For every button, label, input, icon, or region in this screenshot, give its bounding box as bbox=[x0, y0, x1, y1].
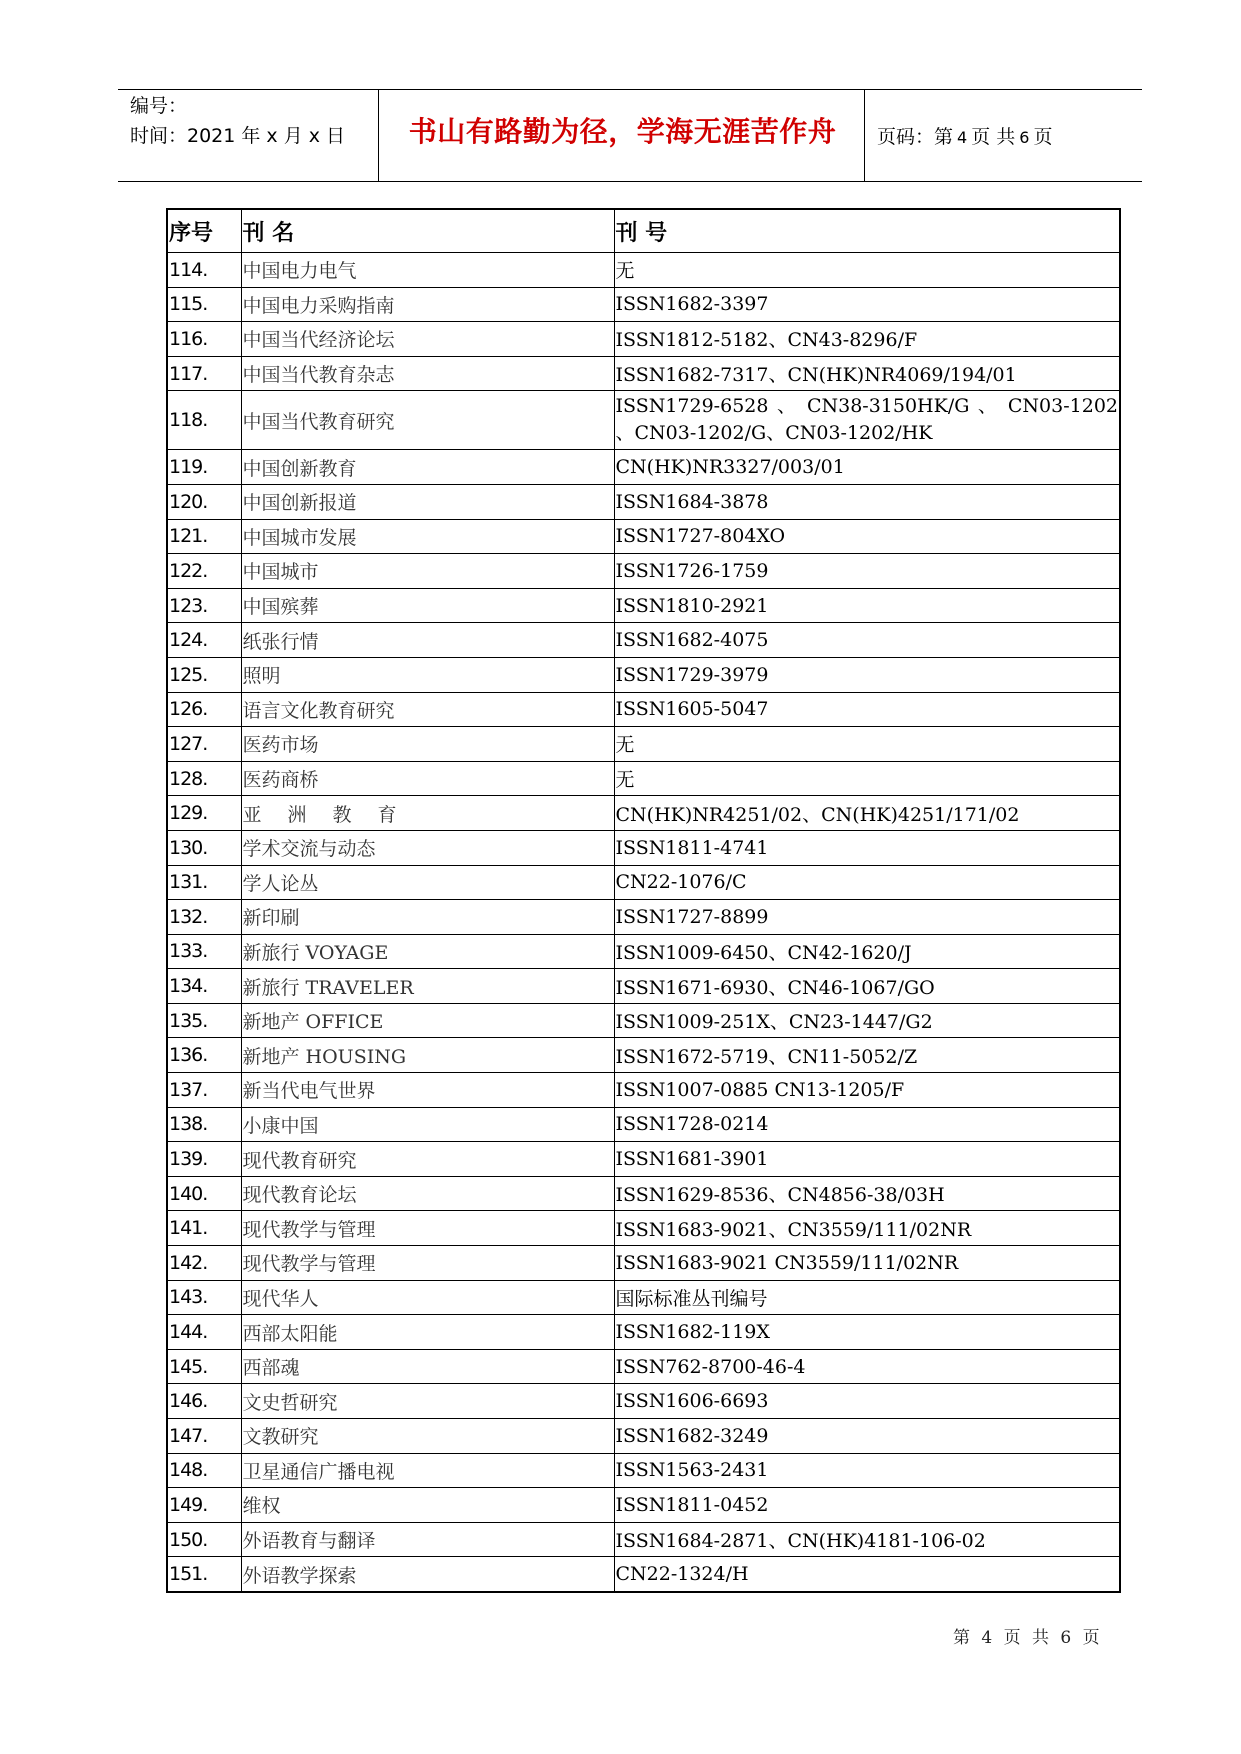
journal-code: ISSN1682-4075 bbox=[614, 623, 1120, 658]
row-number: 130. bbox=[167, 830, 241, 865]
table-row bbox=[167, 588, 1120, 623]
row-number: 135. bbox=[167, 1003, 241, 1038]
journal-code: ISSN1729-6528 、 CN38-3150HK/G 、 CN03-1202 、CN03-1202/G、CN03-1202/HK bbox=[614, 391, 1120, 450]
table-row bbox=[167, 484, 1120, 519]
row-number: 123. bbox=[167, 588, 241, 623]
journal-name: 中国当代教育研究 bbox=[241, 391, 614, 450]
journal-name: 学术交流与动态 bbox=[241, 830, 614, 865]
row-number: 144. bbox=[167, 1315, 241, 1350]
journal-code: ISSN762-8700-46-4 bbox=[614, 1349, 1120, 1384]
row-number: 121. bbox=[167, 519, 241, 554]
row-number: 150. bbox=[167, 1522, 241, 1557]
header-top-rule bbox=[118, 89, 1142, 90]
journal-code: ISSN1728-0214 bbox=[614, 1107, 1120, 1142]
journal-name: 新印刷 bbox=[241, 900, 614, 935]
table-row bbox=[167, 657, 1120, 692]
journal-code: ISSN1727-8899 bbox=[614, 900, 1120, 935]
page-suffix: 页 bbox=[1033, 126, 1053, 148]
journal-code: CN22-1324/H bbox=[614, 1557, 1120, 1592]
row-number: 143. bbox=[167, 1280, 241, 1315]
table-row bbox=[167, 865, 1120, 900]
journal-name: 中国创新教育 bbox=[241, 450, 614, 485]
journal-code: ISSN1671-6930、CN46-1067/GO bbox=[614, 969, 1120, 1004]
row-number: 147. bbox=[167, 1419, 241, 1454]
journal-code: ISSN1682-119X bbox=[614, 1315, 1120, 1350]
journal-name: 现代教学与管理 bbox=[241, 1246, 614, 1281]
journal-name: 亚洲教育 bbox=[241, 796, 614, 831]
journal-name: 现代教育研究 bbox=[241, 1142, 614, 1177]
row-number: 125. bbox=[167, 657, 241, 692]
journal-code: 无 bbox=[614, 761, 1120, 796]
journal-name: 外语教学探索 bbox=[241, 1557, 614, 1592]
table-row bbox=[167, 727, 1120, 762]
journal-name: 中国当代教育杂志 bbox=[241, 356, 614, 391]
journal-name: 中国殡葬 bbox=[241, 588, 614, 623]
journal-code: ISSN1729-3979 bbox=[614, 657, 1120, 692]
journal-name: 照明 bbox=[241, 657, 614, 692]
row-number: 118. bbox=[167, 391, 241, 450]
row-number: 126. bbox=[167, 692, 241, 727]
journal-name: 新旅行 TRAVELER bbox=[241, 969, 614, 1004]
journal-code: 国际标准丛刊编号 bbox=[614, 1280, 1120, 1315]
row-number: 120. bbox=[167, 484, 241, 519]
journal-code: ISSN1629-8536、CN4856-38/03H bbox=[614, 1176, 1120, 1211]
header-page-info bbox=[877, 122, 1052, 149]
journal-name: 中国创新报道 bbox=[241, 484, 614, 519]
table-row bbox=[167, 1176, 1120, 1211]
table-row bbox=[167, 830, 1120, 865]
journal-code: ISSN1684-3878 bbox=[614, 484, 1120, 519]
row-number: 151. bbox=[167, 1557, 241, 1592]
table-row bbox=[167, 554, 1120, 589]
journal-code: ISSN1683-9021 CN3559/111/02NR bbox=[614, 1246, 1120, 1281]
journal-name: 中国电力电气 bbox=[241, 253, 614, 288]
journal-name: 文史哲研究 bbox=[241, 1384, 614, 1419]
table-row bbox=[167, 1038, 1120, 1073]
table-row bbox=[167, 1107, 1120, 1142]
journal-name: 中国电力采购指南 bbox=[241, 287, 614, 322]
table-row bbox=[167, 623, 1120, 658]
journal-code: ISSN1727-804XO bbox=[614, 519, 1120, 554]
table-row bbox=[167, 1557, 1120, 1592]
row-number: 136. bbox=[167, 1038, 241, 1073]
journal-name: 新地产 OFFICE bbox=[241, 1003, 614, 1038]
table-row bbox=[167, 796, 1120, 831]
column-header-name: 刊 名 bbox=[241, 209, 614, 253]
table-row bbox=[167, 1522, 1120, 1557]
row-number: 148. bbox=[167, 1453, 241, 1488]
row-number: 115. bbox=[167, 287, 241, 322]
row-number: 117. bbox=[167, 356, 241, 391]
table-row bbox=[167, 900, 1120, 935]
journal-name: 中国当代经济论坛 bbox=[241, 322, 614, 357]
table-row bbox=[167, 287, 1120, 322]
table-row bbox=[167, 1073, 1120, 1108]
journal-name: 维权 bbox=[241, 1488, 614, 1523]
journal-code: ISSN1683-9021、CN3559/111/02NR bbox=[614, 1211, 1120, 1246]
journal-code: ISSN1812-5182、CN43-8296/F bbox=[614, 322, 1120, 357]
table-row bbox=[167, 1142, 1120, 1177]
row-number: 145. bbox=[167, 1349, 241, 1384]
row-number: 132. bbox=[167, 900, 241, 935]
row-number: 137. bbox=[167, 1073, 241, 1108]
journal-name: 新当代电气世界 bbox=[241, 1073, 614, 1108]
row-number: 138. bbox=[167, 1107, 241, 1142]
journal-code: 无 bbox=[614, 253, 1120, 288]
row-number: 114. bbox=[167, 253, 241, 288]
journal-code: ISSN1682-7317、CN(HK)NR4069/194/01 bbox=[614, 356, 1120, 391]
journal-name: 外语教育与翻译 bbox=[241, 1522, 614, 1557]
row-number: 139. bbox=[167, 1142, 241, 1177]
row-number: 116. bbox=[167, 322, 241, 357]
journal-code: CN22-1076/C bbox=[614, 865, 1120, 900]
journal-code: CN(HK)NR4251/02、CN(HK)4251/171/02 bbox=[614, 796, 1120, 831]
table-row bbox=[167, 692, 1120, 727]
journal-code: ISSN1810-2921 bbox=[614, 588, 1120, 623]
journal-table bbox=[166, 208, 1121, 1593]
table-row bbox=[167, 1280, 1120, 1315]
page-mid: 页 共 bbox=[971, 126, 1016, 148]
table-row bbox=[167, 969, 1120, 1004]
row-number: 124. bbox=[167, 623, 241, 658]
table-row bbox=[167, 1211, 1120, 1246]
journal-name: 西部太阳能 bbox=[241, 1315, 614, 1350]
table-header-row bbox=[167, 209, 1120, 253]
journal-code: ISSN1606-6693 bbox=[614, 1384, 1120, 1419]
page-footer: 第 4 页 共 6 页 bbox=[953, 1628, 1100, 1648]
journal-code: ISSN1009-251X、CN23-1447/G2 bbox=[614, 1003, 1120, 1038]
document-time: 时间：2021 年 x 月 x 日 bbox=[130, 125, 346, 147]
row-number: 142. bbox=[167, 1246, 241, 1281]
journal-code: 无 bbox=[614, 727, 1120, 762]
table-row bbox=[167, 450, 1120, 485]
page-total: 6 bbox=[1019, 128, 1030, 147]
journal-name: 医药市场 bbox=[241, 727, 614, 762]
journal-code: ISSN1726-1759 bbox=[614, 554, 1120, 589]
journal-code: ISSN1682-3249 bbox=[614, 1419, 1120, 1454]
table-row bbox=[167, 356, 1120, 391]
journal-code: ISSN1681-3901 bbox=[614, 1142, 1120, 1177]
table-row bbox=[167, 1315, 1120, 1350]
table-row bbox=[167, 519, 1120, 554]
row-number: 131. bbox=[167, 865, 241, 900]
document-number-label: 编号： bbox=[130, 95, 188, 117]
journal-name: 现代华人 bbox=[241, 1280, 614, 1315]
table-row bbox=[167, 1003, 1120, 1038]
journal-name: 卫星通信广播电视 bbox=[241, 1453, 614, 1488]
journal-name: 语言文化教育研究 bbox=[241, 692, 614, 727]
journal-name: 学人论丛 bbox=[241, 865, 614, 900]
journal-name: 新旅行 VOYAGE bbox=[241, 934, 614, 969]
table-row bbox=[167, 253, 1120, 288]
table-row bbox=[167, 1349, 1120, 1384]
row-number: 134. bbox=[167, 969, 241, 1004]
journal-name: 中国城市发展 bbox=[241, 519, 614, 554]
table-body bbox=[167, 253, 1120, 1592]
column-header-number: 序号 bbox=[167, 209, 241, 253]
table-row bbox=[167, 322, 1120, 357]
page-prefix: 页码：第 bbox=[877, 126, 954, 148]
row-number: 128. bbox=[167, 761, 241, 796]
journal-code: ISSN1605-5047 bbox=[614, 692, 1120, 727]
row-number: 140. bbox=[167, 1176, 241, 1211]
journal-code: ISSN1563-2431 bbox=[614, 1453, 1120, 1488]
journal-name: 现代教育论坛 bbox=[241, 1176, 614, 1211]
journal-name: 现代教学与管理 bbox=[241, 1211, 614, 1246]
journal-code: ISSN1684-2871、CN(HK)4181-106-02 bbox=[614, 1522, 1120, 1557]
row-number: 149. bbox=[167, 1488, 241, 1523]
journal-code: ISSN1672-5719、CN11-5052/Z bbox=[614, 1038, 1120, 1073]
header-meta bbox=[130, 91, 345, 151]
header-bottom-rule bbox=[118, 181, 1142, 182]
table-row bbox=[167, 1453, 1120, 1488]
header-divider-left bbox=[378, 89, 379, 181]
table-row bbox=[167, 934, 1120, 969]
row-number: 119. bbox=[167, 450, 241, 485]
journal-code: ISSN1007-0885 CN13-1205/F bbox=[614, 1073, 1120, 1108]
journal-name: 西部魂 bbox=[241, 1349, 614, 1384]
journal-code: ISSN1009-6450、CN42-1620/J bbox=[614, 934, 1120, 969]
row-number: 122. bbox=[167, 554, 241, 589]
row-number: 129. bbox=[167, 796, 241, 831]
page-current: 4 bbox=[957, 128, 968, 147]
table-row bbox=[167, 761, 1120, 796]
journal-name: 中国城市 bbox=[241, 554, 614, 589]
header-motto: 书山有路勤为径，学海无涯苦作舟 bbox=[408, 115, 837, 148]
journal-name: 纸张行情 bbox=[241, 623, 614, 658]
table-row bbox=[167, 1384, 1120, 1419]
row-number: 127. bbox=[167, 727, 241, 762]
table-row bbox=[167, 1419, 1120, 1454]
journal-name: 新地产 HOUSING bbox=[241, 1038, 614, 1073]
row-number: 141. bbox=[167, 1211, 241, 1246]
journal-name: 小康中国 bbox=[241, 1107, 614, 1142]
journal-code: ISSN1682-3397 bbox=[614, 287, 1120, 322]
row-number: 133. bbox=[167, 934, 241, 969]
column-header-code: 刊 号 bbox=[614, 209, 1120, 253]
table-row bbox=[167, 1246, 1120, 1281]
journal-code: ISSN1811-4741 bbox=[614, 830, 1120, 865]
table-row bbox=[167, 391, 1120, 450]
journal-code: ISSN1811-0452 bbox=[614, 1488, 1120, 1523]
table-row bbox=[167, 1488, 1120, 1523]
journal-name: 文教研究 bbox=[241, 1419, 614, 1454]
row-number: 146. bbox=[167, 1384, 241, 1419]
journal-name: 医药商桥 bbox=[241, 761, 614, 796]
journal-code: CN(HK)NR3327/003/01 bbox=[614, 450, 1120, 485]
